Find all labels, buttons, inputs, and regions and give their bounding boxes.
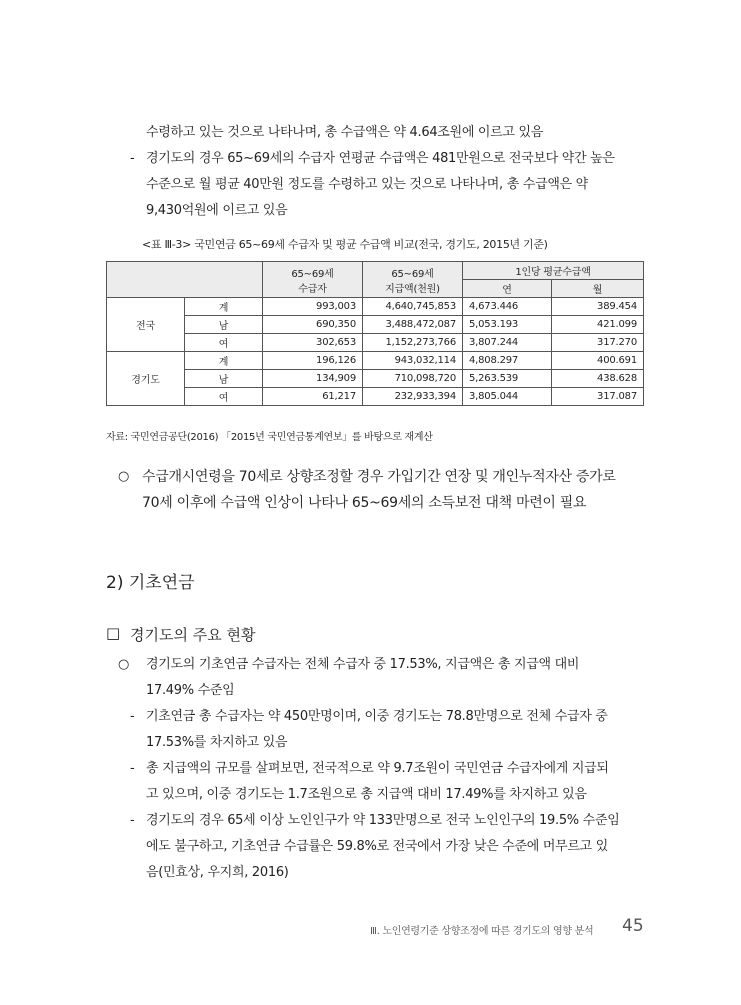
cell-count: 61,217 bbox=[263, 388, 363, 406]
intro-line: 수령하고 있는 것으로 나타나며, 총 수급액은 약 4.64조원에 이르고 있음 bbox=[146, 125, 544, 140]
cell-annual: 5,263.539 bbox=[463, 370, 552, 388]
row-label: 여 bbox=[185, 388, 263, 406]
group-label-gyeonggi: 경기도 bbox=[107, 352, 185, 406]
header-blank bbox=[107, 262, 263, 298]
table-row bbox=[107, 370, 644, 388]
cell-amount: 943,032,114 bbox=[363, 352, 463, 370]
point2-line-2: 17.49% 수준임 bbox=[146, 683, 235, 698]
cell-monthly: 438.628 bbox=[552, 370, 644, 388]
dash-marker: - bbox=[130, 151, 135, 166]
cell-annual: 5,053.193 bbox=[463, 316, 552, 334]
table-row bbox=[107, 316, 644, 334]
table-row bbox=[107, 298, 644, 316]
header-average-group: 1인당 평균수급액 bbox=[463, 262, 644, 280]
row-label: 계 bbox=[185, 298, 263, 316]
cell-count: 134,909 bbox=[263, 370, 363, 388]
cell-amount: 3,488,472,087 bbox=[363, 316, 463, 334]
group-label-national: 전국 bbox=[107, 298, 185, 352]
pension-table bbox=[106, 261, 644, 406]
table-row bbox=[107, 352, 644, 370]
header-annual: 연 bbox=[463, 280, 552, 298]
cell-amount: 232,933,394 bbox=[363, 388, 463, 406]
dash-marker: - bbox=[130, 813, 135, 828]
row-label: 여 bbox=[185, 334, 263, 352]
cell-annual: 4,808.297 bbox=[463, 352, 552, 370]
cell-monthly: 400.691 bbox=[552, 352, 644, 370]
table-row bbox=[107, 388, 644, 406]
table-caption: <표 Ⅲ-3> 국민연금 65~69세 수급자 및 평균 수급액 비교(전국, 경기도, 2015년 기준) bbox=[142, 238, 548, 251]
point1-line-2: 70세 이후에 수급액 인상이 나타나 65~69세의 소득보전 대책 마련이 필요 bbox=[142, 495, 587, 511]
subsection-marker: □ bbox=[106, 624, 121, 642]
point2-line-1: 경기도의 기초연금 수급자는 전체 수급자 중 17.53%, 지급액은 총 지급액 대비 bbox=[146, 657, 580, 672]
circle-marker: ○ bbox=[118, 657, 130, 672]
bullet2-line-2: 고 있으며, 이중 경기도는 1.7조원으로 총 지급액 대비 17.49%를 차지하고 있음 bbox=[146, 787, 587, 802]
bullet3-line-1: 경기도의 경우 65세 이상 노인인구가 약 133만명으로 전국 노인인구의 19.5% 수준임 bbox=[146, 813, 620, 828]
cell-monthly: 317.270 bbox=[552, 334, 644, 352]
bullet3-line-3: 음(민효상, 우지희, 2016) bbox=[146, 865, 289, 880]
bullet3-line-2: 에도 불구하고, 기초연금 수급률은 59.8%로 전국에서 가장 낮은 수준에 머무르고 있 bbox=[146, 839, 608, 854]
header-amount: 65~69세 지급액(천원) bbox=[363, 262, 463, 298]
dash-marker: - bbox=[130, 709, 135, 724]
intro-bullet-line-2: 수준으로 월 평균 40만원 정도를 수령하고 있는 것으로 나타나며, 총 수급액은 약 bbox=[146, 177, 588, 192]
cell-amount: 1,152,273,766 bbox=[363, 334, 463, 352]
subsection-title: 경기도의 주요 현황 bbox=[130, 626, 256, 644]
cell-count: 196,126 bbox=[263, 352, 363, 370]
row-label: 남 bbox=[185, 316, 263, 334]
row-label: 남 bbox=[185, 370, 263, 388]
cell-monthly: 389.454 bbox=[552, 298, 644, 316]
table-row bbox=[107, 334, 644, 352]
table-source: 자료: 국민연금공단(2016) 「2015년 국민연금통계연보」를 바탕으로 재계산 bbox=[106, 432, 433, 443]
bullet2-line-1: 총 지급액의 규모를 살펴보면, 전국적으로 약 9.7조원이 국민연금 수급자에게 지급되 bbox=[146, 761, 609, 776]
circle-marker: ○ bbox=[118, 469, 130, 484]
cell-amount: 710,098,720 bbox=[363, 370, 463, 388]
header-monthly: 월 bbox=[552, 280, 644, 298]
cell-count: 993,003 bbox=[263, 298, 363, 316]
cell-amount: 4,640,745,853 bbox=[363, 298, 463, 316]
header-count: 65~69세 수급자 bbox=[263, 262, 363, 298]
intro-bullet-line-3: 9,430억원에 이르고 있음 bbox=[146, 203, 288, 218]
bullet1-line-2: 17.53%를 차지하고 있음 bbox=[146, 735, 288, 750]
running-title: Ⅲ. 노인연령기준 상향조정에 따른 경기도의 영향 분석 bbox=[370, 926, 594, 937]
cell-count: 690,350 bbox=[263, 316, 363, 334]
intro-bullet-line-1: 경기도의 경우 65~69세의 수급자 연평균 수급액은 481만원으로 전국보다 약간 높은 bbox=[146, 151, 615, 166]
dash-marker: - bbox=[130, 761, 135, 776]
cell-annual: 4,673.446 bbox=[463, 298, 552, 316]
bullet1-line-1: 기초연금 총 수급자는 약 450만명이며, 이중 경기도는 78.8만명으로 전체 수급자 중 bbox=[146, 709, 608, 724]
section-title: 2) 기초연금 bbox=[106, 573, 195, 593]
cell-annual: 3,805.044 bbox=[463, 388, 552, 406]
cell-monthly: 421.099 bbox=[552, 316, 644, 334]
cell-monthly: 317.087 bbox=[552, 388, 644, 406]
page-number: 45 bbox=[622, 916, 644, 936]
cell-count: 302,653 bbox=[263, 334, 363, 352]
point1-line-1: 수급개시연령을 70세로 상향조정할 경우 가입기간 연장 및 개인누적자산 증가로 bbox=[142, 469, 616, 485]
cell-annual: 3,807.244 bbox=[463, 334, 552, 352]
row-label: 계 bbox=[185, 352, 263, 370]
